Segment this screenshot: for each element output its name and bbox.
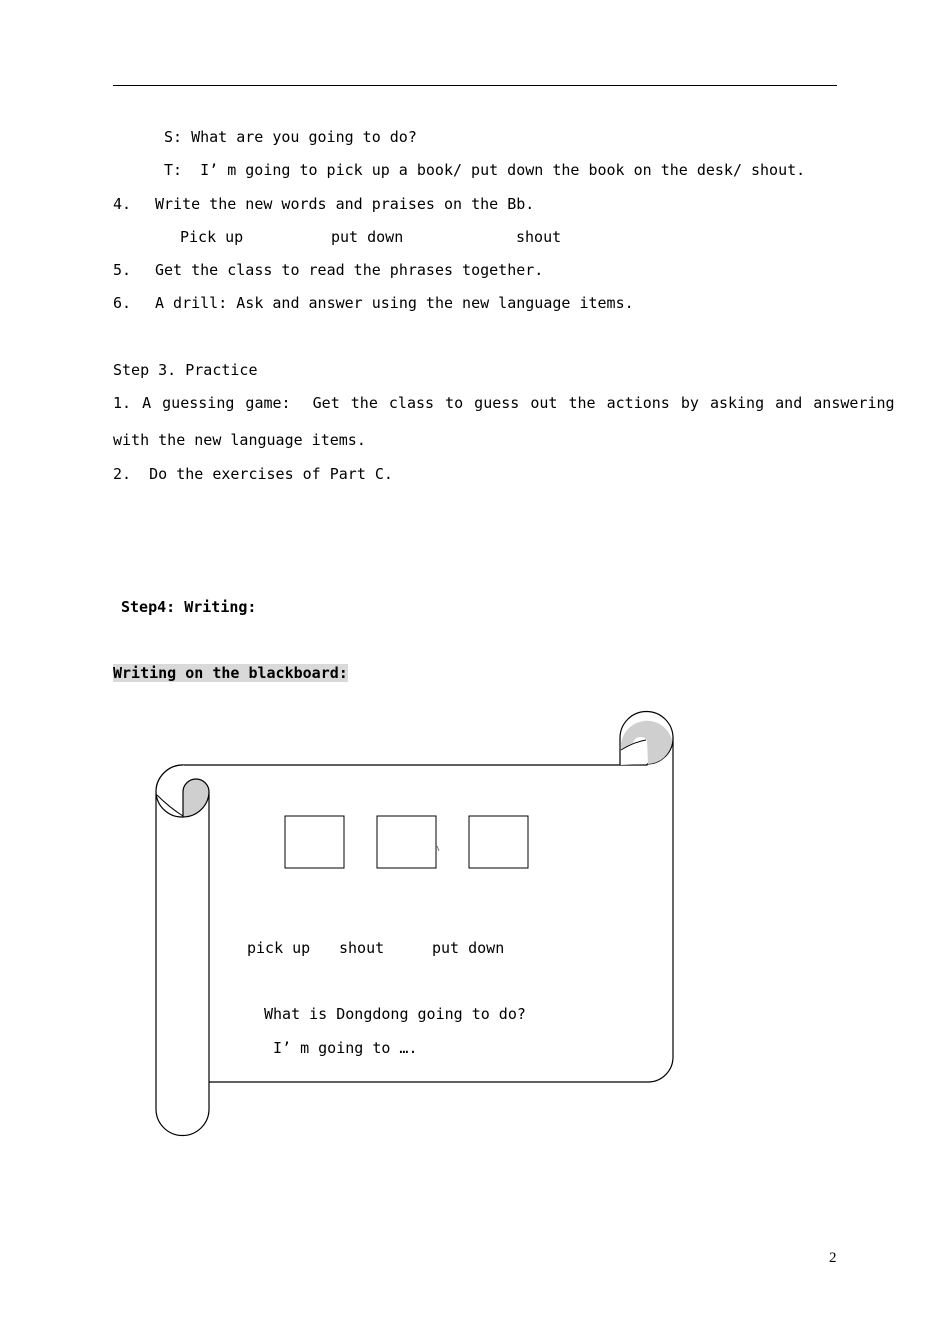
scroll-answer: I’ m going to ….: [273, 1039, 418, 1057]
page-number: 2: [829, 1250, 837, 1266]
dialogue-line-t: T: I’ m going to pick up a book/ put down the book on the desk/ shout.: [164, 161, 806, 179]
practice-item-2: 2. Do the exercises of Part C.: [113, 465, 393, 483]
step4-heading: Step4: Writing:: [121, 598, 257, 616]
new-word-put-down: put down: [331, 228, 404, 246]
list-number-5: 5.: [113, 261, 132, 279]
scroll-phrase-shout: shout: [339, 939, 385, 957]
picture-box-2: [377, 816, 436, 868]
list-item-6: A drill: Ask and answer using the new language items.: [155, 294, 634, 312]
dialogue-line-s: S: What are you going to do?: [164, 128, 417, 146]
new-word-pick-up: Pick up: [180, 228, 244, 246]
scroll-left-roll: [156, 765, 209, 1136]
blackboard-heading: Writing on the blackboard:: [113, 664, 348, 682]
scroll-body: [183, 735, 673, 1082]
new-word-shout: shout: [516, 228, 562, 246]
scroll-phrase-pick-up: pick up: [247, 939, 311, 957]
list-item-5: Get the class to read the phrases together.: [155, 261, 544, 279]
scroll-phrase-put-down: put down: [432, 939, 505, 957]
practice-item-1-continued: with the new language items.: [113, 431, 366, 449]
list-number-6: 6.: [113, 294, 132, 312]
practice-item-1: 1. A guessing game: Get the class to guess out the actions by asking and answering: [113, 394, 895, 412]
list-item-4: Write the new words and praises on the Bb.: [155, 195, 535, 213]
scroll-question: What is Dongdong going to do?: [264, 1005, 526, 1023]
list-number-4: 4.: [113, 195, 132, 213]
picture-box-1: [285, 816, 344, 868]
step3-heading: Step 3. Practice: [113, 361, 258, 379]
picture-box-3: [469, 816, 528, 868]
